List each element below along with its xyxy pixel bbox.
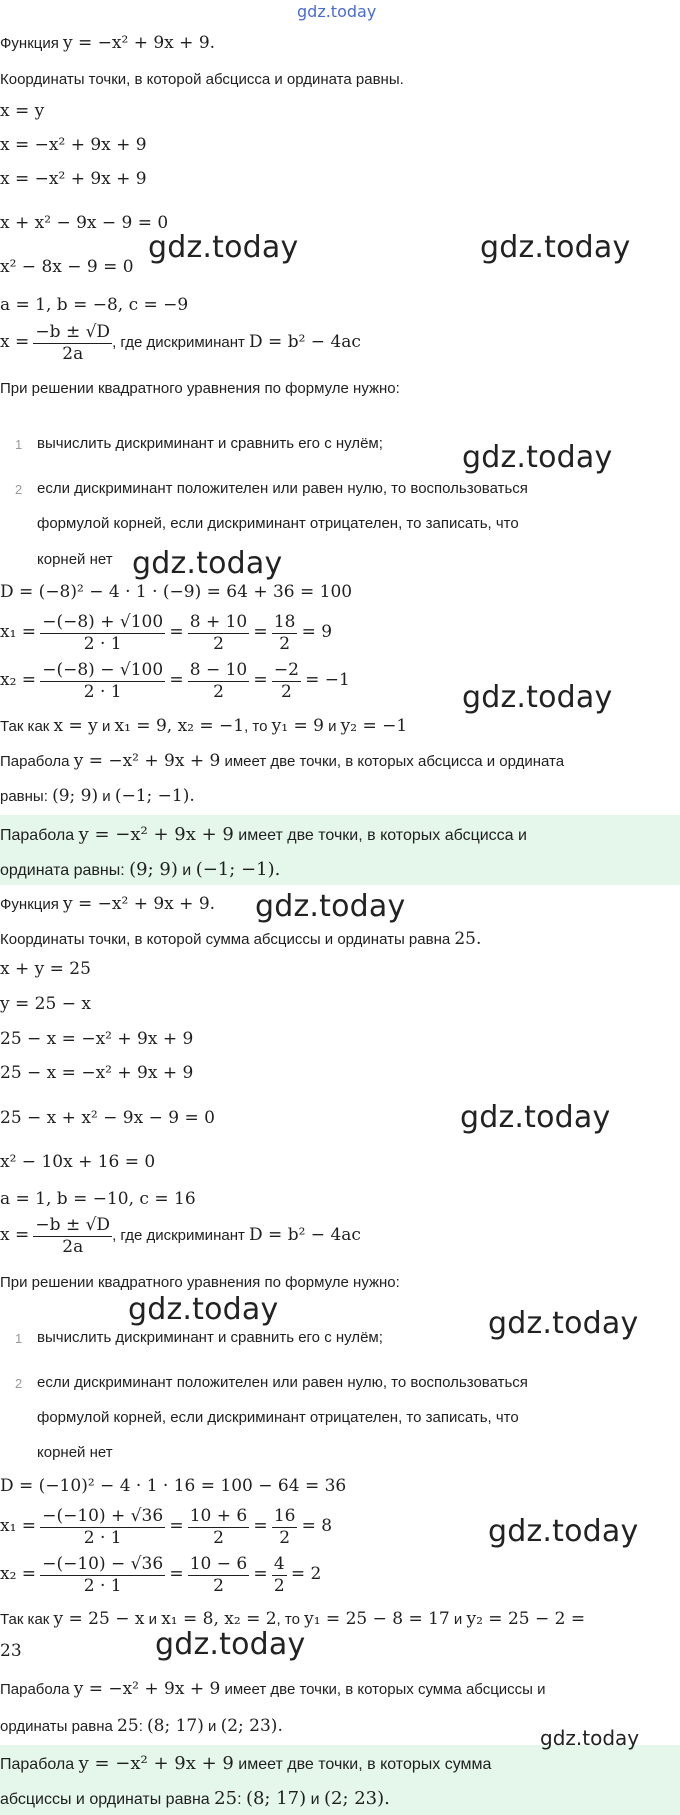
answer-line: Парабола y = −x² + 9x + 9 имеет две точки, в которых абсцисса и bbox=[0, 824, 527, 845]
function-line: Функция y = −x² + 9x + 9. bbox=[0, 33, 216, 53]
list-item: если дискриминант положителен или равен нулю, то воспользоваться bbox=[37, 480, 528, 497]
equation-line: x = y bbox=[0, 101, 45, 121]
equation-line: x² − 8x − 9 = 0 bbox=[0, 257, 134, 277]
watermark: gdz.today bbox=[480, 230, 631, 265]
equation-line: 25 − x = −x² + 9x + 9 bbox=[0, 1029, 194, 1049]
answer-line: Парабола y = −x² + 9x + 9 имеет две точки, в которых сумма bbox=[0, 1753, 492, 1774]
discriminant-calc: D = (−8)² − 4 · 1 · (−9) = 64 + 36 = 100 bbox=[0, 582, 353, 602]
list-item: вычислить дискриминант и сравнить его с нулём; bbox=[37, 1329, 383, 1346]
fraction: $\frac{10 + 6}{2}$ bbox=[189, 1506, 248, 1548]
equation-line: x² − 10x + 16 = 0 bbox=[0, 1152, 156, 1172]
fraction: $\frac{-(-10) + √36}{2 \cdot 1}$ bbox=[42, 1506, 164, 1548]
fraction: $\frac{10 - 6}{2}$ bbox=[189, 1554, 248, 1596]
list-number: 1 bbox=[15, 437, 23, 452]
fraction: $\frac{8 + 10}{2}$ bbox=[189, 612, 248, 654]
rule-intro: При решении квадратного уравнения по формуле нужно: bbox=[0, 380, 400, 397]
conclusion-line: равны: (9; 9) и (−1; −1). bbox=[0, 786, 195, 806]
rule-intro: При решении квадратного уравнения по формуле нужно: bbox=[0, 1274, 400, 1291]
watermark: gdz.today bbox=[462, 440, 613, 475]
watermark: gdz.today bbox=[148, 230, 299, 265]
root-x2: x₂ = $\frac{-(-10) - √36}{2 \cdot 1}$ = $\frac{10 - 6}{2}$ = $\frac{4}{2}$ = 2 bbox=[0, 1554, 322, 1596]
watermark: gdz.today bbox=[255, 889, 406, 924]
equation-line: 25 − x = −x² + 9x + 9 bbox=[0, 1063, 194, 1083]
answer-line: абсциссы и ординаты равна 25: (8; 17) и (2; 23). bbox=[0, 1788, 390, 1809]
list-number: 2 bbox=[15, 1376, 23, 1391]
root-x2: x₂ = $\frac{-(-8) - √100}{2 \cdot 1}$ = $\frac{8 - 10}{2}$ = $\frac{-2}{2}$ = −1 bbox=[0, 660, 350, 702]
fraction: $\frac{18}{2}$ bbox=[273, 612, 296, 654]
watermark: gdz.today bbox=[488, 1514, 639, 1549]
equation-line: 25 − x + x² − 9x − 9 = 0 bbox=[0, 1108, 215, 1128]
equation-line: x + x² − 9x − 9 = 0 bbox=[0, 213, 169, 233]
coefficients-line: a = 1, b = −8, c = −9 bbox=[0, 295, 189, 315]
so-line: Так как x = y и x₁ = 9, x₂ = −1, то y₁ = 9 и y₂ = −1 bbox=[0, 716, 408, 736]
fraction: $\frac{-b \pm √D}{2a}$ bbox=[35, 1215, 111, 1257]
fraction: $\frac{-(-8) + √100}{2 \cdot 1}$ bbox=[42, 612, 164, 654]
fraction: $\frac{-b \pm √D}{2a}$ bbox=[35, 322, 111, 364]
list-item: если дискриминант положителен или равен нулю, то воспользоваться bbox=[37, 1374, 528, 1391]
list-item: вычислить дискриминант и сравнить его с нулём; bbox=[37, 435, 383, 452]
watermark: gdz.today bbox=[462, 680, 613, 715]
root-x1: x₁ = $\frac{-(-8) + √100}{2 \cdot 1}$ = $\frac{8 + 10}{2}$ = $\frac{18}{2}$ = 9 bbox=[0, 612, 333, 654]
watermark: gdz.today bbox=[540, 1726, 640, 1750]
watermark: gdz.today bbox=[128, 1292, 279, 1327]
watermark: gdz.today bbox=[132, 546, 283, 581]
list-number: 1 bbox=[15, 1331, 23, 1346]
list-item-continuation: формулой корней, если дискриминант отрицателен, то записать, что bbox=[37, 515, 519, 532]
list-item-continuation: формулой корней, если дискриминант отрицателен, то записать, что bbox=[37, 1409, 519, 1426]
fraction: $\frac{4}{2}$ bbox=[273, 1554, 285, 1596]
conclusion-line: Парабола y = −x² + 9x + 9 имеет две точки, в которых абсцисса и ордината bbox=[0, 751, 565, 771]
fraction: $\frac{-2}{2}$ bbox=[273, 660, 299, 702]
coefficients-line: a = 1, b = −10, c = 16 bbox=[0, 1189, 196, 1209]
quadratic-formula-line: x = $\frac{-b \pm √D}{2a}$ , где дискриминант D = b² − 4ac bbox=[0, 322, 361, 364]
fraction: $\frac{8 - 10}{2}$ bbox=[189, 660, 248, 702]
equation-line: x = −x² + 9x + 9 bbox=[0, 135, 147, 155]
list-item-continuation: корней нет bbox=[37, 551, 113, 568]
equation-line: y = 25 − x bbox=[0, 994, 91, 1014]
so-line: Так как y = 25 − x и x₁ = 8, x₂ = 2, то y₁ = 25 − 8 = 17 и y₂ = 25 − 2 = bbox=[0, 1609, 586, 1629]
equation-line: x = −x² + 9x + 9 bbox=[0, 169, 147, 189]
watermark: gdz.today bbox=[155, 1627, 306, 1662]
so-line-continuation: 23 bbox=[0, 1641, 22, 1661]
fraction: $\frac{16}{2}$ bbox=[273, 1506, 296, 1548]
root-x1: x₁ = $\frac{-(-10) + √36}{2 \cdot 1}$ = $\frac{10 + 6}{2}$ = $\frac{16}{2}$ = 8 bbox=[0, 1506, 333, 1548]
quadratic-formula-line: x = $\frac{-b \pm √D}{2a}$ , где дискриминант D = b² − 4ac bbox=[0, 1215, 361, 1257]
watermark: gdz.today bbox=[488, 1306, 639, 1341]
top-watermark: gdz.today bbox=[297, 2, 377, 21]
fraction: $\frac{-(-10) - √36}{2 \cdot 1}$ bbox=[42, 1554, 164, 1596]
watermark: gdz.today bbox=[460, 1100, 611, 1135]
function-line: Функция y = −x² + 9x + 9. bbox=[0, 894, 216, 914]
list-item-continuation: корней нет bbox=[37, 1444, 113, 1461]
equation-line: x + y = 25 bbox=[0, 959, 91, 979]
task-statement: Координаты точки, в которой абсцисса и ордината равны. bbox=[0, 71, 404, 88]
fraction: $\frac{-(-8) - √100}{2 \cdot 1}$ bbox=[42, 660, 164, 702]
conclusion-line: ординаты равна 25: (8; 17) и (2; 23). bbox=[0, 1716, 283, 1736]
conclusion-line: Парабола y = −x² + 9x + 9 имеет две точки, в которых сумма абсциссы и bbox=[0, 1679, 546, 1699]
list-number: 2 bbox=[15, 482, 23, 497]
discriminant-calc: D = (−10)² − 4 · 1 · 16 = 100 − 64 = 36 bbox=[0, 1476, 347, 1496]
task-statement: Координаты точки, в которой сумма абсциссы и ординаты равна 25. bbox=[0, 929, 482, 949]
answer-line: ордината равны: (9; 9) и (−1; −1). bbox=[0, 859, 281, 880]
